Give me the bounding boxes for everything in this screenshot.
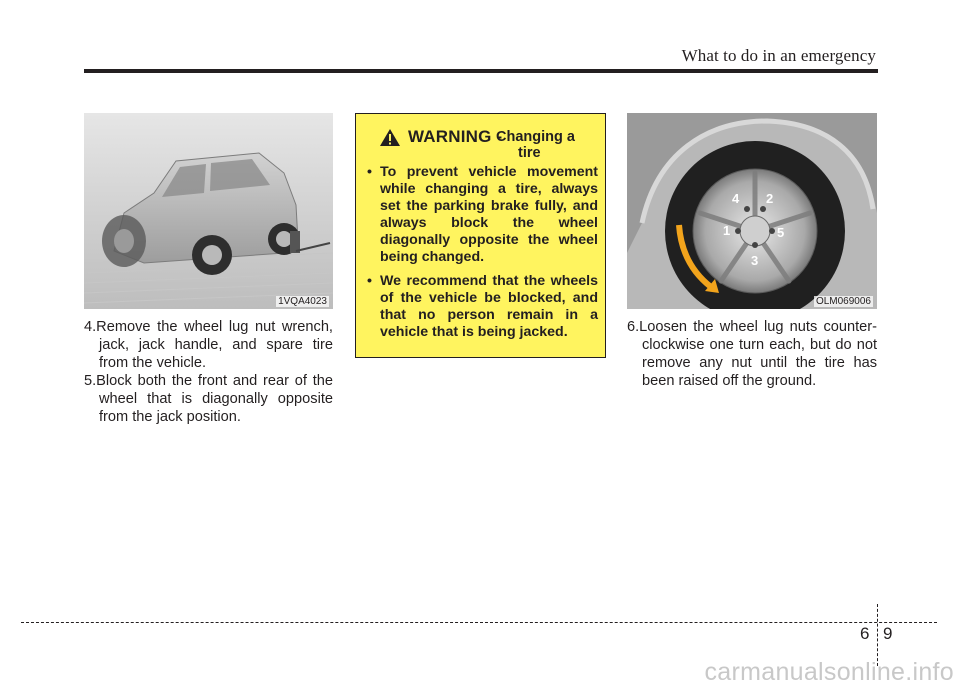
warning-item (366, 273, 598, 341)
warning-subject (496, 129, 606, 161)
step-list-right (627, 318, 877, 390)
lug-label-5: 5 (777, 225, 785, 240)
bullet: • (367, 273, 372, 289)
page-number-divider (877, 604, 878, 666)
step-4: 4.Remove the wheel lug nut wrench, jack, jack handle, and spare tire from the vehicle. (84, 319, 333, 371)
section-title: What to do in an emergency (681, 46, 876, 65)
warning-subject-line2: tire (518, 145, 541, 161)
figure-caption: OLM069006 (815, 296, 871, 307)
step-list-left (84, 318, 333, 426)
lug-label-3: 3 (751, 253, 759, 268)
step-5: 5.Block both the front and rear of the wheel that is diagonally opposite from the jack position. (84, 373, 333, 425)
warning-item-text: We recommend that the wheels of the vehicle be blocked, and that no person remain in a vehicle that is being jacked. (380, 273, 598, 340)
figure-caption: 1VQA4023 (278, 296, 327, 307)
step-6: 6.Loosen the wheel lug nuts counter-clockwise one turn each, but do not remove any nut until the tire has been raised off the ground. (627, 319, 877, 389)
figure-car-on-jack (84, 113, 333, 309)
header-rule (84, 69, 878, 73)
warning-list (366, 164, 598, 348)
warning-item-text: To prevent vehicle movement while changing a tire, always set the parking brake fully, and always block the wheel diagonally opposite the wheel being changed. (380, 164, 598, 265)
warning-subject-line1: Changing a (496, 129, 575, 145)
chapter-number: 6 (860, 624, 870, 643)
watermark: carmanualsonline.info (704, 658, 954, 686)
warning-label: WARNING - (408, 127, 503, 146)
suv-on-jack-illustration (84, 113, 333, 309)
bullet: • (367, 164, 372, 180)
warning-triangle-icon (379, 128, 401, 147)
wheel-lug-nut-illustration (627, 113, 877, 309)
footer-rule (21, 622, 937, 623)
page-number: 9 (883, 624, 893, 643)
warning-box (355, 113, 606, 358)
figure-wheel-lug-nuts (627, 113, 877, 309)
lug-label-4: 4 (732, 191, 740, 206)
warning-item (366, 164, 598, 266)
lug-label-1: 1 (723, 223, 731, 238)
lug-label-2: 2 (766, 191, 774, 206)
